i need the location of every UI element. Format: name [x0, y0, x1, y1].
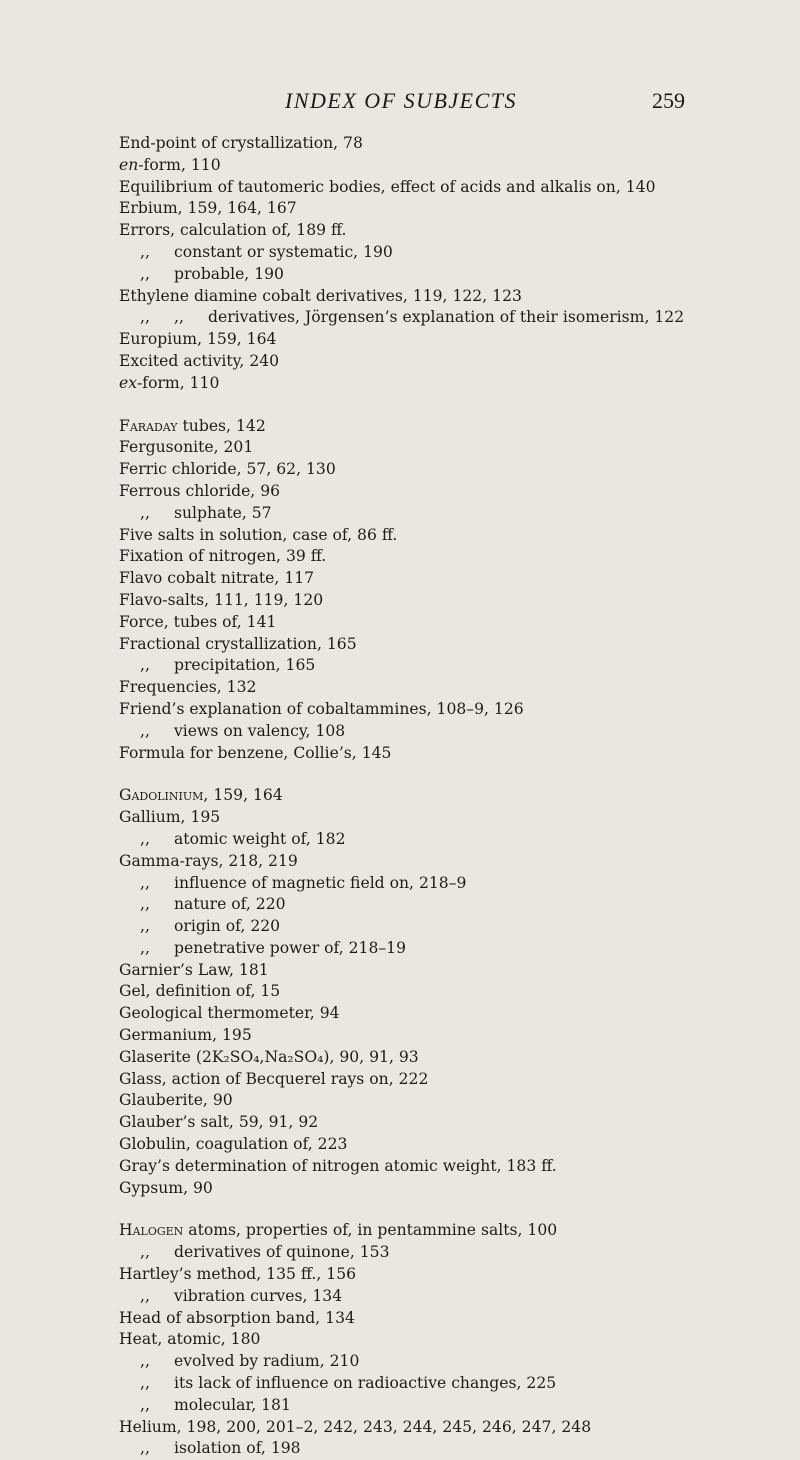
- ditto-mark: ,,: [140, 1395, 150, 1414]
- index-subentry: ,, ,, derivatives, Jörgensen’s explanation of their isomerism, 122: [119, 307, 799, 329]
- index-subentry: ,, origin of, 220: [119, 916, 799, 938]
- index-subentry: ,, probable, 190: [119, 264, 799, 286]
- index-subentry: ,, atomic weight of, 182: [119, 829, 799, 851]
- index-entry: Head of absorption band, 134: [119, 1308, 355, 1327]
- index-entry: Hartley’s method, 135 ff., 156: [119, 1265, 357, 1284]
- index-body: [119, 133, 799, 1460]
- ditto-mark: ,,: [140, 1286, 150, 1305]
- index-section-h: [119, 1220, 799, 1460]
- index-subentry: ,, views on valency, 108: [119, 721, 799, 743]
- index-entry: Europium, 159, 164: [119, 330, 277, 349]
- index-entry: Glauberite, 90: [119, 1091, 233, 1110]
- index-entry: Frequencies, 132: [119, 678, 257, 697]
- index-entry: Errors, calculation of, 189 ff.: [119, 221, 347, 240]
- ditto-mark: ,,: [140, 829, 150, 848]
- ditto-mark: ,,: [140, 873, 150, 892]
- ditto-mark: ,,: [174, 308, 184, 327]
- index-subentry: ,, its lack of influence on radioactive changes, 225: [119, 1373, 799, 1395]
- index-subentry: ,, evolved by radium, 210: [119, 1351, 799, 1373]
- index-entry: Flavo-salts, 111, 119, 120: [119, 590, 324, 609]
- index-entry: Formula for benzene, Collie’s, 145: [119, 743, 392, 762]
- index-subentry: ,, precipitation, 165: [119, 655, 799, 677]
- index-entry: Fractional crystallization, 165: [119, 634, 357, 653]
- index-entry: Faraday tubes, 142: [119, 416, 266, 435]
- page-number: 259: [652, 88, 685, 113]
- index-entry: Fixation of nitrogen, 39 ff.: [119, 547, 327, 566]
- index-subentry: ,, sulphate, 57: [119, 503, 799, 525]
- index-entry: Glaserite (2K₂SO₄,Na₂SO₄), 90, 91, 93: [119, 1047, 419, 1066]
- index-subentry: ,, vibration curves, 134: [119, 1286, 799, 1308]
- ditto-mark: ,,: [140, 503, 150, 522]
- ditto-mark: ,,: [140, 1439, 150, 1458]
- page-header: [0, 88, 800, 118]
- index-entry: Ferrous chloride, 96: [119, 481, 281, 500]
- index-entry: Halogen atoms, properties of, in pentammine salts, 100: [119, 1221, 558, 1240]
- ditto-mark: ,,: [140, 721, 150, 740]
- index-entry: Glauber’s salt, 59, 91, 92: [119, 1113, 319, 1132]
- index-entry: End-point of crystallization, 78: [119, 134, 363, 152]
- index-entry: Ethylene diamine cobalt derivatives, 119, 122, 123: [119, 286, 522, 305]
- index-subentry: ,, derivatives of quinone, 153: [119, 1242, 799, 1264]
- index-entry: Gray’s determination of nitrogen atomic weight, 183 ff.: [119, 1156, 557, 1175]
- index-entry: Geological thermometer, 94: [119, 1004, 340, 1023]
- ditto-mark: ,,: [140, 264, 150, 283]
- running-head: INDEX OF SUBJECTS: [285, 88, 518, 113]
- index-entry: Fergusonite, 201: [119, 438, 254, 457]
- index-subentry: ,, nature of, 220: [119, 894, 799, 916]
- index-entry: en-form, 110: [119, 155, 221, 174]
- index-entry: Gallium, 195: [119, 808, 221, 827]
- ditto-mark: ,,: [140, 917, 150, 936]
- ditto-mark: ,,: [140, 1352, 150, 1371]
- index-entry: Equilibrium of tautomeric bodies, effect of acids and alkalis on, 140: [119, 177, 656, 196]
- index-entry: Garnier’s Law, 181: [119, 960, 269, 979]
- ditto-mark: ,,: [140, 1243, 150, 1262]
- index-subentry: ,, influence of magnetic field on, 218–9: [119, 873, 799, 895]
- ditto-mark: ,,: [140, 938, 150, 957]
- index-entry: Heat, atomic, 180: [119, 1330, 261, 1349]
- index-entry: Germanium, 195: [119, 1026, 252, 1045]
- index-section-e: [119, 133, 799, 395]
- ditto-mark: ,,: [140, 656, 150, 675]
- index-entry: Excited activity, 240: [119, 351, 280, 370]
- index-entry: Force, tubes of, 141: [119, 612, 277, 631]
- ditto-mark: ,,: [140, 1374, 150, 1393]
- index-subentry: ,, constant or systematic, 190: [119, 242, 799, 264]
- index-subentry: ,, penetrative power of, 218–19: [119, 938, 799, 960]
- index-entry: Ferric chloride, 57, 62, 130: [119, 460, 336, 479]
- index-subentry: ,, isolation of, 198: [119, 1438, 799, 1460]
- index-entry: Glass, action of Becquerel rays on, 222: [119, 1069, 429, 1088]
- index-entry: Helium, 198, 200, 201–2, 242, 243, 244, 245, 246, 247, 248: [119, 1417, 592, 1436]
- index-entry: Friend’s explanation of cobaltammines, 108–9, 126: [119, 699, 524, 718]
- index-entry: Globulin, coagulation of, 223: [119, 1135, 348, 1154]
- ditto-mark: ,,: [140, 242, 150, 261]
- index-section-g: [119, 785, 799, 1199]
- ditto-mark: ,,: [140, 895, 150, 914]
- index-entry: Gadolinium, 159, 164: [119, 786, 283, 805]
- index-entry: Five salts in solution, case of, 86 ff.: [119, 525, 398, 544]
- index-entry: Gel, definition of, 15: [119, 982, 281, 1001]
- index-entry: Flavo cobalt nitrate, 117: [119, 569, 315, 588]
- index-subentry: ,, molecular, 181: [119, 1395, 799, 1417]
- index-entry: Gypsum, 90: [119, 1178, 213, 1197]
- index-section-f: [119, 416, 799, 765]
- index-entry: ex-form, 110: [119, 373, 220, 392]
- ditto-mark: ,,: [140, 308, 150, 327]
- index-entry: Gamma-rays, 218, 219: [119, 851, 298, 870]
- index-entry: Erbium, 159, 164, 167: [119, 199, 297, 218]
